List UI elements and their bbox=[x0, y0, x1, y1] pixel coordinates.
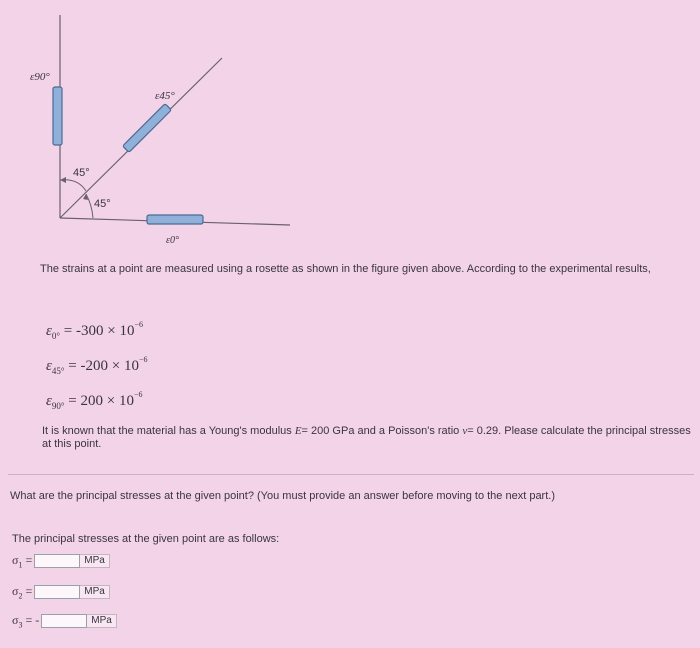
nu-symbol: ν bbox=[462, 425, 468, 437]
strain-eq-90: $\varepsilon_{90^\circ} = 200 \times 10^{-6}$ bbox=[46, 390, 143, 411]
unit-label: MPa bbox=[80, 585, 110, 599]
strain-symbol: ε bbox=[46, 393, 52, 409]
sigma3-input[interactable] bbox=[41, 614, 87, 628]
strain-sub: 45° bbox=[51, 366, 65, 376]
angle-label-lower: 45° bbox=[94, 198, 111, 210]
strain-sub: 0° bbox=[51, 331, 61, 341]
strain-eq-45: $\varepsilon_{45^\circ} = -200 \times 10^{-6}$ bbox=[46, 355, 148, 376]
strain-exp: −6 bbox=[138, 355, 148, 364]
strain-symbol: ε bbox=[46, 323, 52, 339]
given-properties bbox=[42, 425, 692, 451]
answer-row-sigma2 bbox=[12, 584, 110, 600]
strain-value: -300 × 10 bbox=[76, 323, 135, 339]
sigma1-input[interactable] bbox=[34, 554, 80, 568]
answer-label: $\sigma_3$ = - bbox=[12, 613, 40, 630]
rosette-figure bbox=[0, 0, 320, 260]
answer-lead-text: The principal stresses at the given point are as follows: bbox=[12, 533, 280, 545]
answer-label: $\sigma_2$ = bbox=[12, 584, 33, 601]
gauge-0 bbox=[147, 215, 203, 224]
angle-arrow-upper bbox=[60, 177, 66, 183]
gauge-90 bbox=[53, 87, 62, 145]
sigma2-input[interactable] bbox=[34, 585, 80, 599]
unit-label: MPa bbox=[80, 554, 110, 568]
nu-value: = 0.29. Please calculate the principal stresses at this point. bbox=[42, 425, 691, 450]
strain-sub: 90° bbox=[51, 401, 65, 411]
strain-value: -200 × 10 bbox=[80, 358, 139, 374]
strain-value: 200 × 10 bbox=[80, 393, 134, 409]
label-e90: ε90° bbox=[30, 71, 50, 83]
strain-eq-0: $\varepsilon_{0^\circ} = -300 \times 10^{-6}$ bbox=[46, 320, 143, 341]
section-divider bbox=[8, 474, 694, 475]
label-e45: ε45° bbox=[155, 90, 175, 102]
E-symbol: E bbox=[294, 425, 302, 437]
angle-label-upper: 45° bbox=[73, 167, 90, 179]
label-e0: ε0° bbox=[166, 235, 179, 246]
problem-intro: The strains at a point are measured using a rosette as shown in the figure given above. According to the experimental results, bbox=[40, 263, 651, 275]
unit-label: MPa bbox=[87, 614, 117, 628]
E-value: = 200 GPa and a Poisson's ratio bbox=[301, 425, 463, 437]
given-prefix: It is known that the material has a Young's modulus bbox=[42, 425, 295, 437]
strain-symbol: ε bbox=[46, 358, 52, 374]
gauge-45 bbox=[123, 104, 172, 153]
question-text: What are the principal stresses at the given point? (You must provide an answer before moving to the next part.) bbox=[10, 490, 555, 502]
answer-row-sigma1 bbox=[12, 553, 110, 569]
answer-row-sigma3 bbox=[12, 613, 117, 629]
strain-exp: −6 bbox=[134, 320, 143, 329]
strain-exp: −6 bbox=[133, 390, 143, 399]
answer-label: $\sigma_1$ = bbox=[12, 553, 33, 570]
